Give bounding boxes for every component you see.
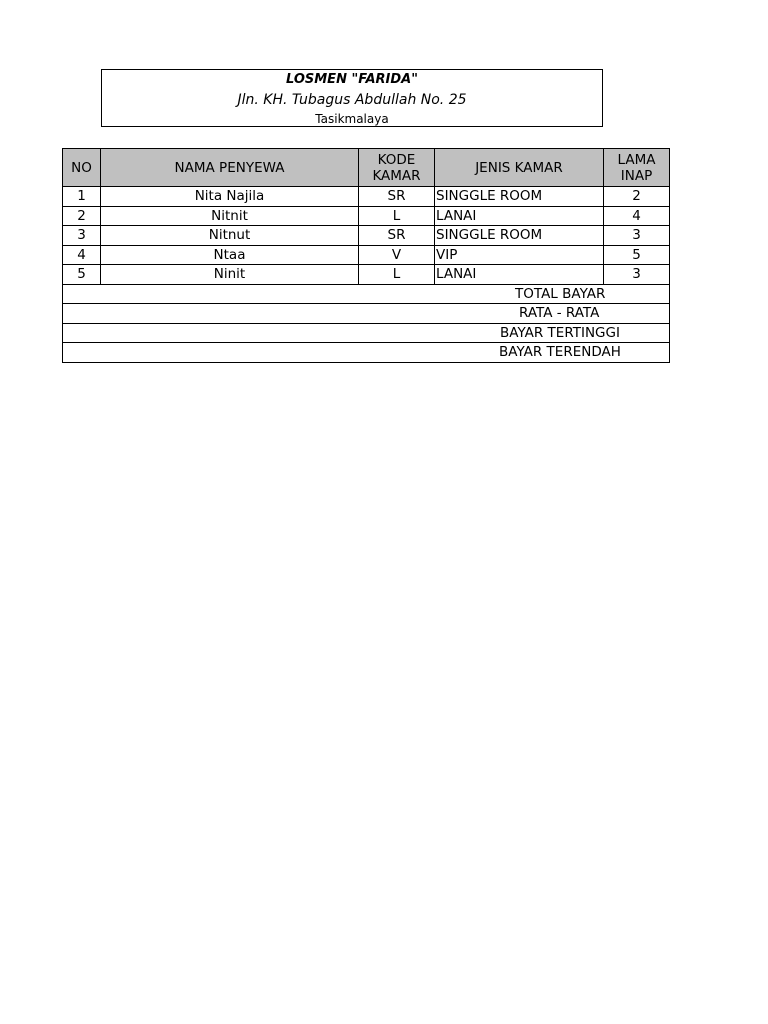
- cell-kode: SR: [359, 187, 435, 207]
- cell-nama: Nitnit: [101, 206, 359, 226]
- cell-lama: 5: [604, 245, 670, 265]
- summary-bayar-tertinggi: BAYAR TERTINGGI: [63, 323, 670, 343]
- cell-nama: Nitnut: [101, 226, 359, 246]
- col-header-no: NO: [63, 149, 101, 187]
- cell-no: 4: [63, 245, 101, 265]
- col-header-kode-kamar: [359, 149, 435, 187]
- kode-line1: KODE: [377, 151, 416, 168]
- table-row: [63, 226, 670, 246]
- cell-lama: 3: [604, 226, 670, 246]
- cell-nama: Ntaa: [101, 245, 359, 265]
- cell-no: 1: [63, 187, 101, 207]
- losmen-city: Tasikmalaya: [315, 112, 389, 126]
- summary-bayar-terendah: BAYAR TERENDAH: [63, 343, 670, 363]
- col-header-nama-penyewa: NAMA PENYEWA: [101, 149, 359, 187]
- cell-no: 3: [63, 226, 101, 246]
- cell-lama: 2: [604, 187, 670, 207]
- cell-jenis: SINGGLE ROOM: [435, 187, 604, 207]
- cell-no: 2: [63, 206, 101, 226]
- cell-nama: Nita Najila: [101, 187, 359, 207]
- table-row: [63, 265, 670, 285]
- cell-jenis: VIP: [435, 245, 604, 265]
- kode-line2: KAMAR: [372, 167, 421, 184]
- losmen-title: LOSMEN "FARIDA": [286, 72, 418, 87]
- summary-rata-rata: RATA - RATA: [63, 304, 670, 324]
- rental-table: [62, 148, 670, 363]
- table-header-row: [63, 149, 670, 187]
- table-row: [63, 187, 670, 207]
- summary-total-bayar: TOTAL BAYAR: [63, 284, 670, 304]
- summary-row-average: [63, 304, 670, 324]
- cell-jenis: LANAI: [435, 206, 604, 226]
- cell-kode: V: [359, 245, 435, 265]
- summary-row-min: [63, 343, 670, 363]
- cell-nama: Ninit: [101, 265, 359, 285]
- cell-kode: L: [359, 206, 435, 226]
- losmen-address: Jln. KH. Tubagus Abdullah No. 25: [237, 92, 467, 108]
- table-row: [63, 206, 670, 226]
- cell-jenis: LANAI: [435, 265, 604, 285]
- col-header-lama-inap: [604, 149, 670, 187]
- cell-jenis: SINGGLE ROOM: [435, 226, 604, 246]
- header-box: [101, 69, 603, 127]
- lama-line2: INAP: [620, 167, 653, 184]
- cell-lama: 4: [604, 206, 670, 226]
- cell-kode: L: [359, 265, 435, 285]
- cell-no: 5: [63, 265, 101, 285]
- lama-line1: LAMA: [617, 151, 656, 168]
- summary-row-max: [63, 323, 670, 343]
- summary-row-total: [63, 284, 670, 304]
- table-row: [63, 245, 670, 265]
- cell-lama: 3: [604, 265, 670, 285]
- col-header-jenis-kamar: JENIS KAMAR: [435, 149, 604, 187]
- cell-kode: SR: [359, 226, 435, 246]
